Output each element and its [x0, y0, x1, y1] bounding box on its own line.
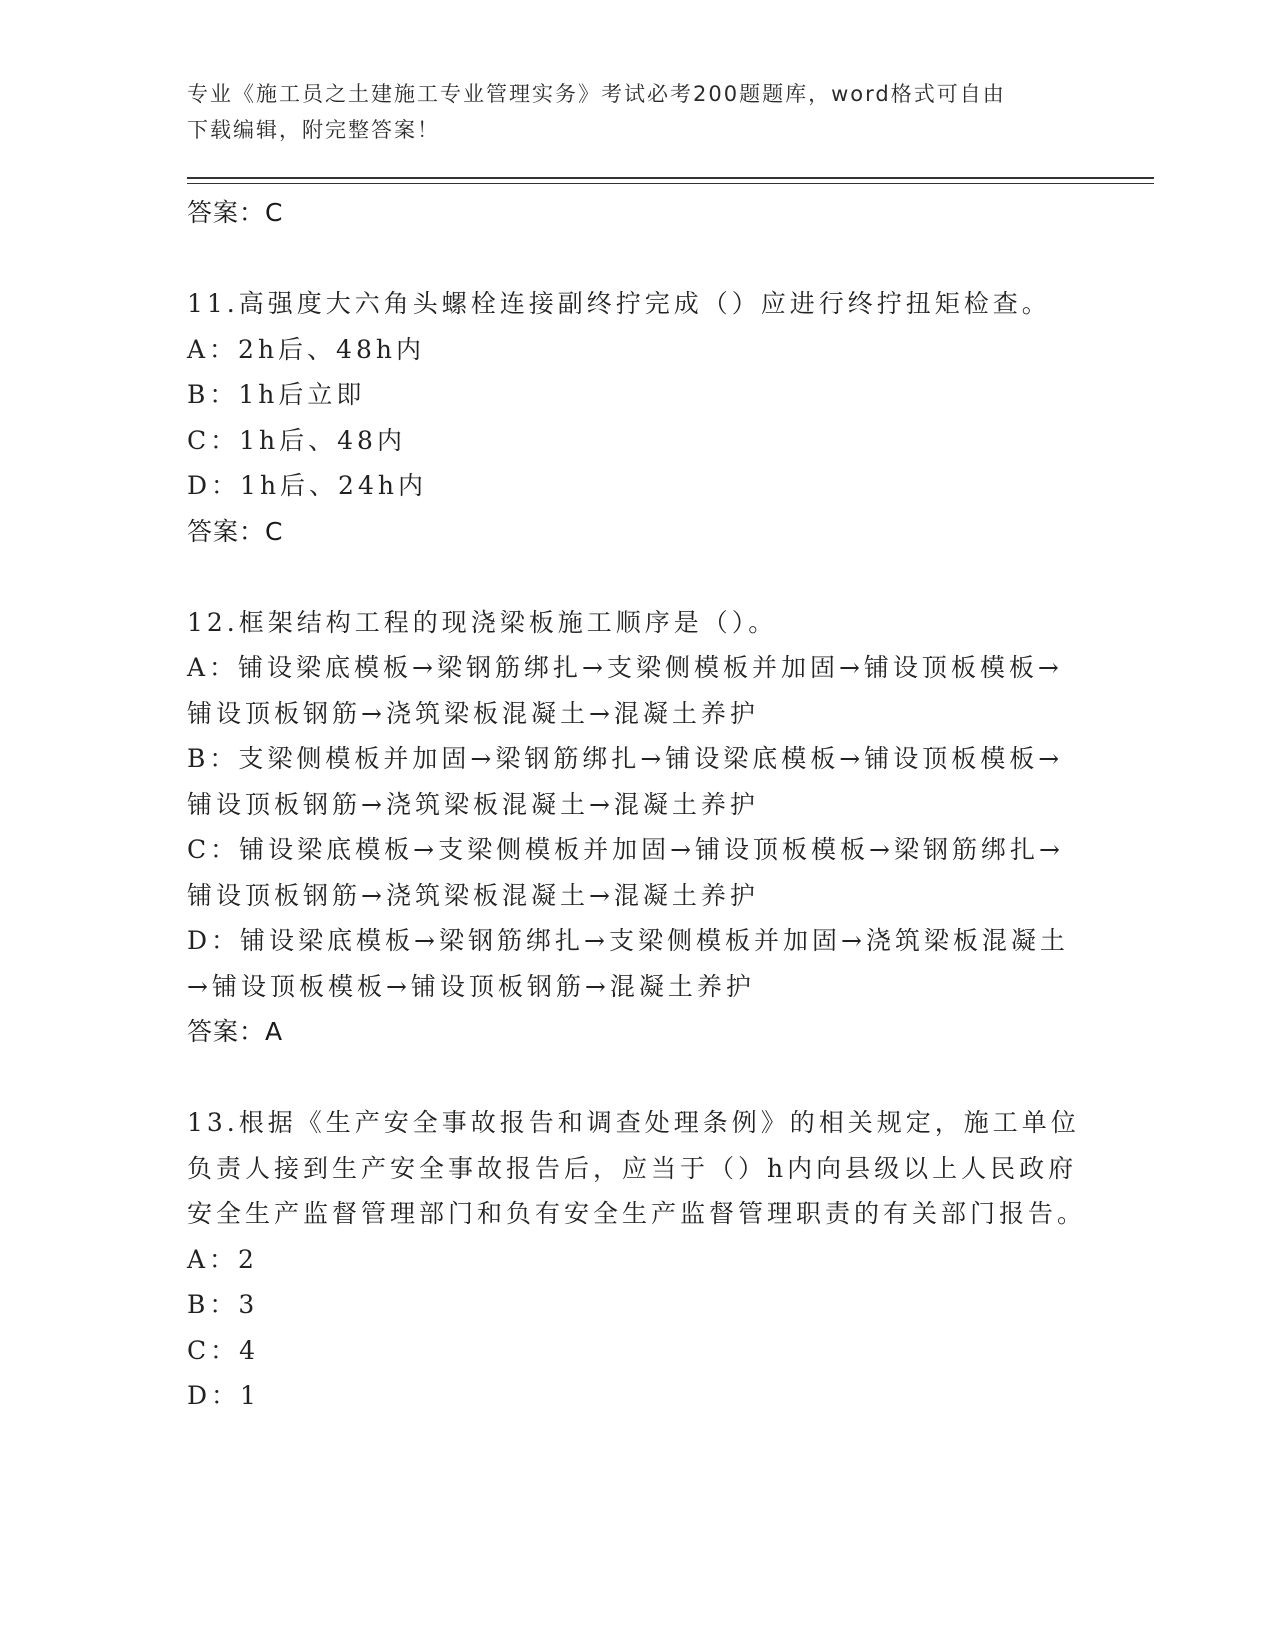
option-b: B：支梁侧模板并加固→梁钢筋绑扎→铺设梁底模板→铺设顶板模板→铺设顶板钢筋→浇筑梁板混凝土→混凝土养护 [187, 744, 1064, 819]
question-item-11 [187, 281, 1087, 554]
option-b: B：3 [187, 1290, 259, 1319]
question-list [187, 190, 1087, 1419]
option-d: D：铺设梁底模板→梁钢筋绑扎→支梁侧模板并加固→浇筑梁板混凝土→铺设顶板模板→铺设顶板钢筋→混凝土养护 [187, 926, 1069, 1001]
answer-line: 答案：C [187, 516, 284, 546]
answer-line: 答案：C [187, 198, 284, 227]
header-divider-thin [187, 183, 1154, 184]
option-d: D：1h后、24h内 [187, 471, 427, 500]
answer-line: 答案：A [187, 1017, 284, 1046]
spacer [187, 1054, 1087, 1100]
question-text: 13.根据《生产安全事故报告和调查处理条例》的相关规定，施工单位负责人接到生产安全事故报告后，应当于（）h内向县级以上人民政府安全生产监督管理部门和负有安全生产监督管理职责的有关部门报告。 [187, 1108, 1087, 1228]
option-c: C：1h后、48内 [187, 425, 406, 455]
document-header [187, 76, 1087, 148]
option-b: B：1h后立即 [187, 380, 366, 409]
question-text: 11.高强度大六角头螺栓连接副终拧完成（）应进行终拧扭矩检查。 [187, 289, 1051, 318]
header-line-1: 专业《施工员之土建施工专业管理实务》考试必考200题题库，word格式可自由 [187, 82, 1006, 106]
option-a: A：铺设梁底模板→梁钢筋绑扎→支梁侧模板并加固→铺设顶板模板→铺设顶板钢筋→浇筑梁板混凝土→混凝土养护 [187, 653, 1063, 728]
question-text: 12.框架结构工程的现浇梁板施工顺序是（）。 [187, 607, 778, 637]
question-item-13 [187, 1100, 1087, 1419]
option-c: C：4 [187, 1335, 260, 1365]
question-item-12 [187, 600, 1087, 1055]
spacer [187, 235, 1087, 281]
option-a: A：2h后、48h内 [187, 334, 425, 364]
option-c: C：铺设梁底模板→支梁侧模板并加固→铺设顶板模板→梁钢筋绑扎→铺设顶板钢筋→浇筑梁板混凝土→混凝土养护 [187, 835, 1064, 910]
spacer [187, 554, 1087, 600]
option-a: A：2 [187, 1244, 258, 1274]
option-d: D：1 [187, 1381, 260, 1410]
header-line-2: 下载编辑，附完整答案！ [187, 118, 440, 142]
header-divider-thick [187, 177, 1154, 179]
